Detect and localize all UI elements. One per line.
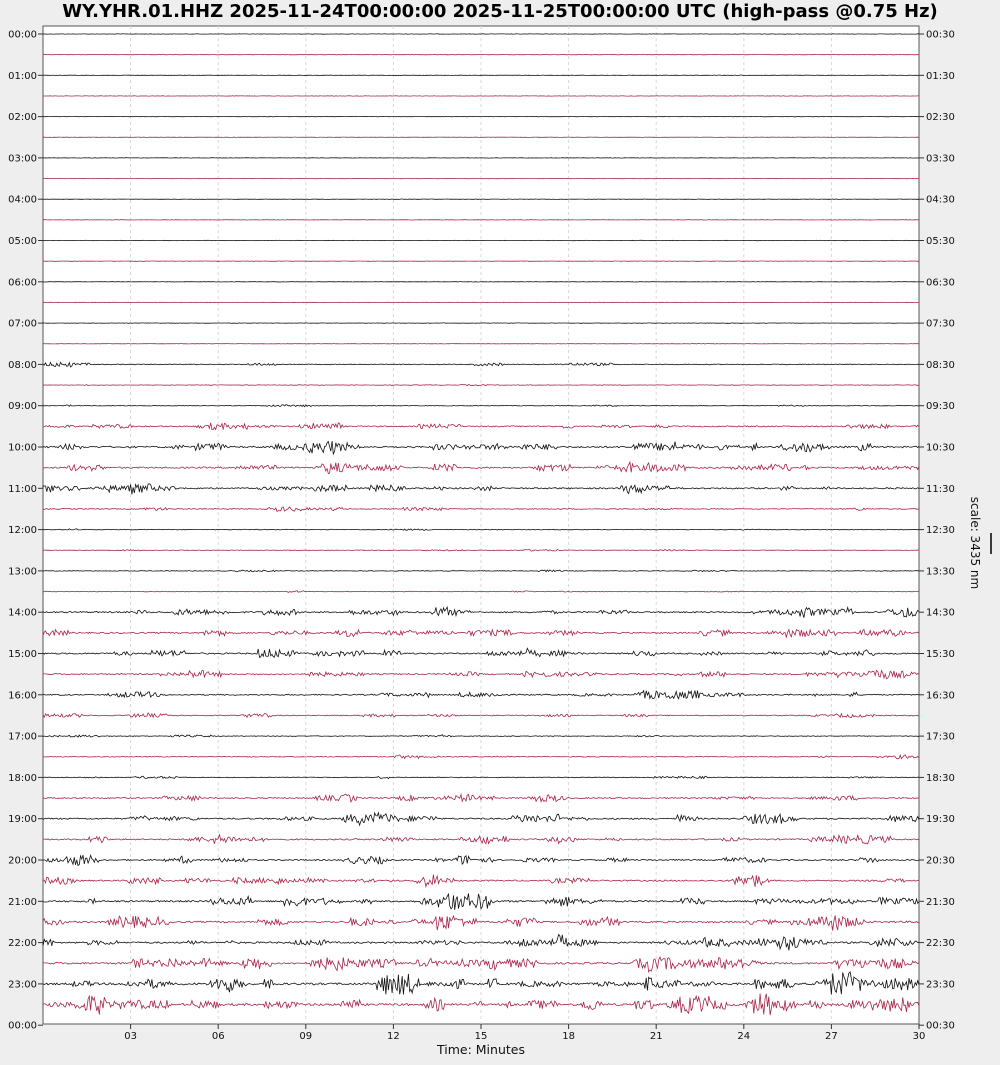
x-tick-label: 21 xyxy=(649,1031,663,1042)
x-tick-label: 12 xyxy=(387,1031,400,1042)
right-time-label: 00:30 xyxy=(926,1020,955,1032)
left-time-label: 19:00 xyxy=(8,814,37,826)
left-time-label: 03:00 xyxy=(8,153,37,165)
right-time-label: 00:30 xyxy=(926,29,955,41)
right-time-label: 21:30 xyxy=(926,896,955,908)
scale-label: scale: 3435 nm xyxy=(968,496,982,590)
left-time-label: 02:00 xyxy=(8,112,37,124)
right-time-label: 04:30 xyxy=(926,194,955,206)
right-time-label: 18:30 xyxy=(926,772,955,784)
left-time-label: 04:00 xyxy=(8,194,37,206)
right-time-label: 23:30 xyxy=(926,979,955,991)
left-time-label: 05:00 xyxy=(8,236,37,247)
left-time-label: 20:00 xyxy=(8,855,37,867)
left-time-label: 06:00 xyxy=(8,277,37,289)
right-time-label: 17:30 xyxy=(926,731,955,743)
right-time-label: 05:30 xyxy=(926,236,955,247)
right-time-label: 14:30 xyxy=(926,607,955,619)
right-time-labels xyxy=(919,30,955,1032)
x-tick-label: 27 xyxy=(825,1031,838,1042)
left-time-label: 07:00 xyxy=(8,318,37,330)
x-tick-label: 18 xyxy=(562,1031,575,1042)
left-time-label: 18:00 xyxy=(8,772,37,784)
right-time-label: 15:30 xyxy=(926,649,955,660)
x-axis-label: Time: Minutes xyxy=(437,1042,525,1057)
left-time-label: 17:00 xyxy=(8,731,37,743)
right-time-label: 08:30 xyxy=(926,359,955,371)
x-tick-label: 09 xyxy=(299,1031,313,1042)
x-axis-ticks xyxy=(124,1024,925,1042)
right-time-label: 09:30 xyxy=(926,401,955,413)
right-time-label: 06:30 xyxy=(926,277,955,289)
left-time-label: 16:00 xyxy=(8,690,37,702)
left-time-label: 13:00 xyxy=(8,566,37,578)
right-time-label: 02:30 xyxy=(926,112,955,124)
right-time-label: 10:30 xyxy=(926,442,955,454)
right-time-label: 12:30 xyxy=(926,525,955,537)
left-time-label: 10:00 xyxy=(8,442,37,454)
right-time-label: 19:30 xyxy=(926,814,955,826)
right-time-label: 03:30 xyxy=(926,153,955,165)
left-time-label: 00:00 xyxy=(8,29,37,41)
x-tick-label: 03 xyxy=(124,1031,137,1042)
left-time-label: 15:00 xyxy=(8,649,37,660)
chart-title: WY.YHR.01.HHZ 2025-11-24T00:00:00 2025-11-25T00:00:00 UTC (high-pass @0.75 Hz) xyxy=(62,1,938,22)
left-time-label: 21:00 xyxy=(8,896,37,908)
left-time-label: 01:00 xyxy=(8,70,37,82)
left-time-label: 09:00 xyxy=(8,401,37,413)
right-time-label: 11:30 xyxy=(926,483,955,495)
right-time-label: 16:30 xyxy=(926,690,955,702)
x-tick-label: 24 xyxy=(737,1031,751,1042)
left-time-label: 00:00 xyxy=(8,1020,37,1032)
left-time-label: 12:00 xyxy=(8,525,37,537)
right-time-label: 22:30 xyxy=(926,938,955,950)
seismic-trace xyxy=(43,343,919,344)
right-time-label: 01:30 xyxy=(926,70,955,82)
left-time-label: 11:00 xyxy=(8,483,37,495)
x-tick-label: 06 xyxy=(211,1031,225,1042)
right-time-label: 07:30 xyxy=(926,318,955,330)
seismic-trace xyxy=(43,75,919,76)
left-time-label: 23:00 xyxy=(8,979,37,991)
seismic-trace xyxy=(43,323,919,324)
x-tick-label: 30 xyxy=(912,1031,926,1042)
right-time-label: 20:30 xyxy=(926,855,955,867)
left-time-label: 08:00 xyxy=(8,359,37,371)
x-tick-label: 15 xyxy=(474,1031,488,1042)
left-time-label: 22:00 xyxy=(8,938,37,950)
left-time-labels xyxy=(8,30,43,1032)
left-time-label: 14:00 xyxy=(8,607,37,619)
right-time-label: 13:30 xyxy=(926,566,955,578)
